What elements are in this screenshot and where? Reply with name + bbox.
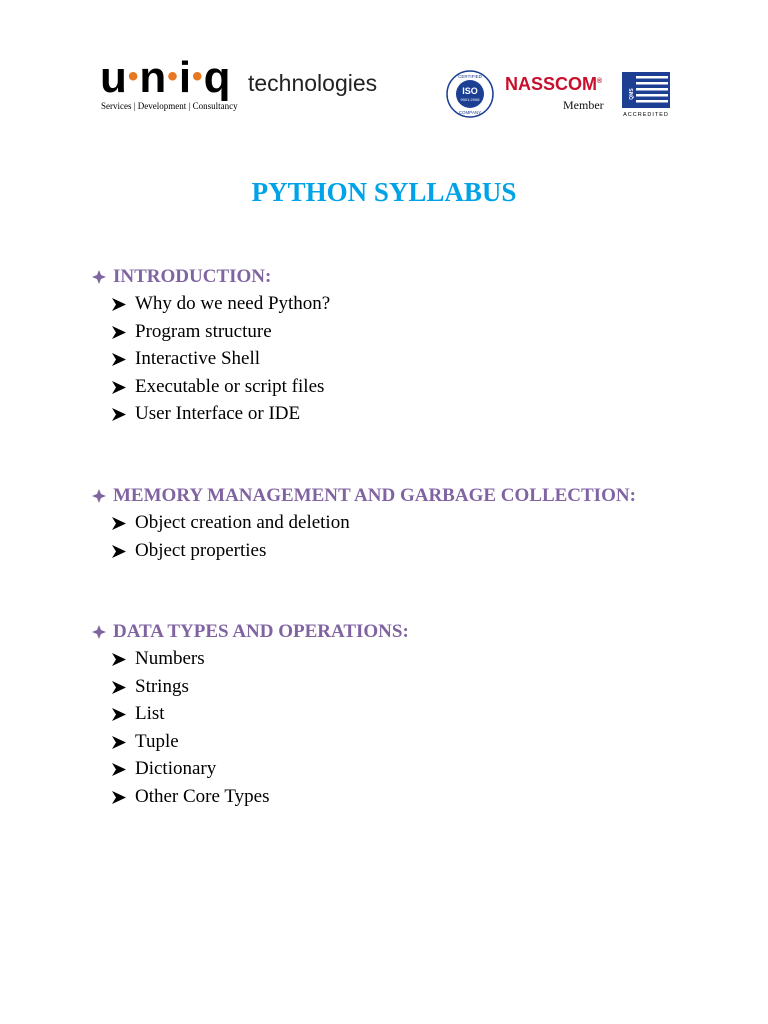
arrow-bullet-icon bbox=[112, 653, 126, 666]
arrow-bullet-icon bbox=[112, 381, 126, 394]
list-item-text: Tuple bbox=[135, 730, 179, 752]
section-heading bbox=[92, 619, 409, 645]
logo-dot: • bbox=[192, 60, 203, 93]
arrow-bullet-icon bbox=[112, 408, 126, 421]
list-item bbox=[92, 755, 409, 783]
section-heading-text: INTRODUCTION: bbox=[113, 266, 272, 287]
qms-label: QMS bbox=[629, 88, 635, 100]
list-item-text: Interactive Shell bbox=[135, 348, 261, 369]
list-item-text: List bbox=[135, 703, 165, 724]
accredited-label: ACCREDITED bbox=[623, 112, 669, 118]
section-heading bbox=[92, 264, 330, 290]
arrow-bullet-icon bbox=[112, 763, 126, 776]
qms-accredited-badge-icon bbox=[620, 70, 672, 118]
logo-dot: • bbox=[127, 60, 139, 93]
arrow-bullet-icon bbox=[112, 736, 126, 749]
list-item bbox=[92, 318, 330, 346]
section-data-types bbox=[92, 619, 409, 810]
logo-dot: • bbox=[167, 60, 178, 93]
arrow-bullet-icon bbox=[112, 298, 126, 311]
uniq-logo-wordmark bbox=[100, 53, 231, 105]
list-item-text: User Interface or IDE bbox=[135, 403, 301, 424]
arrow-bullet-icon bbox=[112, 708, 126, 721]
nasscom-name bbox=[505, 74, 602, 95]
list-item bbox=[92, 373, 330, 401]
iso-label: ISO bbox=[462, 86, 478, 96]
list-item-text: Other Core Types bbox=[135, 785, 270, 807]
diamond-bullet-icon bbox=[92, 489, 106, 503]
section-heading bbox=[92, 483, 636, 509]
list-item-text: Numbers bbox=[135, 648, 205, 669]
logo-tagline: Services | Development | Consultancy bbox=[101, 101, 238, 111]
section-memory-management bbox=[92, 483, 636, 564]
logo-letter-u: u bbox=[100, 53, 127, 102]
list-item-text: Strings bbox=[135, 675, 189, 697]
logo-letter-n: n bbox=[139, 53, 167, 102]
list-item-text: Executable or script files bbox=[135, 375, 325, 397]
list-item bbox=[92, 645, 409, 673]
section-introduction bbox=[92, 264, 330, 428]
list-item bbox=[92, 700, 409, 728]
nasscom-wordmark: NASSCOM bbox=[505, 74, 598, 94]
arrow-bullet-icon bbox=[112, 681, 126, 694]
list-item-text: Object creation and deletion bbox=[135, 512, 350, 533]
arrow-bullet-icon bbox=[112, 517, 126, 530]
topic-list bbox=[92, 645, 409, 810]
logo-letter-i: i bbox=[178, 53, 192, 102]
list-item-text: Dictionary bbox=[135, 758, 217, 779]
list-item-text: Program structure bbox=[135, 320, 272, 342]
list-item bbox=[92, 783, 409, 811]
uniq-technologies-logo bbox=[100, 53, 380, 116]
nasscom-member-logo bbox=[505, 74, 610, 114]
iso-standard: 9001:2008 bbox=[460, 97, 480, 102]
section-heading-text: DATA TYPES AND OPERATIONS: bbox=[113, 621, 409, 642]
iso-certified-badge-icon bbox=[446, 70, 494, 118]
list-item-text: Why do we need Python? bbox=[135, 293, 331, 314]
logo-letter-q: q bbox=[203, 53, 231, 102]
nasscom-member-label: Member bbox=[563, 98, 604, 112]
iso-certified-text: CERTIFIED bbox=[458, 74, 482, 79]
diamond-bullet-icon bbox=[92, 625, 106, 639]
list-item bbox=[92, 509, 636, 537]
iso-company-text: COMPANY bbox=[458, 110, 482, 115]
diamond-bullet-icon bbox=[92, 270, 106, 284]
document-title: PYTHON SYLLABUS bbox=[251, 177, 517, 207]
arrow-bullet-icon bbox=[112, 545, 126, 558]
list-item bbox=[92, 345, 330, 373]
list-item bbox=[92, 400, 330, 428]
list-item bbox=[92, 290, 330, 318]
arrow-bullet-icon bbox=[112, 353, 126, 366]
section-heading-text: MEMORY MANAGEMENT AND GARBAGE COLLECTION: bbox=[113, 485, 636, 506]
topic-list bbox=[92, 509, 636, 564]
list-item-text: Object properties bbox=[135, 539, 267, 561]
arrow-bullet-icon bbox=[112, 791, 126, 804]
list-item bbox=[92, 673, 409, 701]
arrow-bullet-icon bbox=[112, 326, 126, 339]
logo-suffix: technologies bbox=[248, 70, 378, 96]
registered-mark: ® bbox=[597, 78, 603, 85]
topic-list bbox=[92, 290, 330, 428]
list-item bbox=[92, 537, 636, 565]
list-item bbox=[92, 728, 409, 756]
